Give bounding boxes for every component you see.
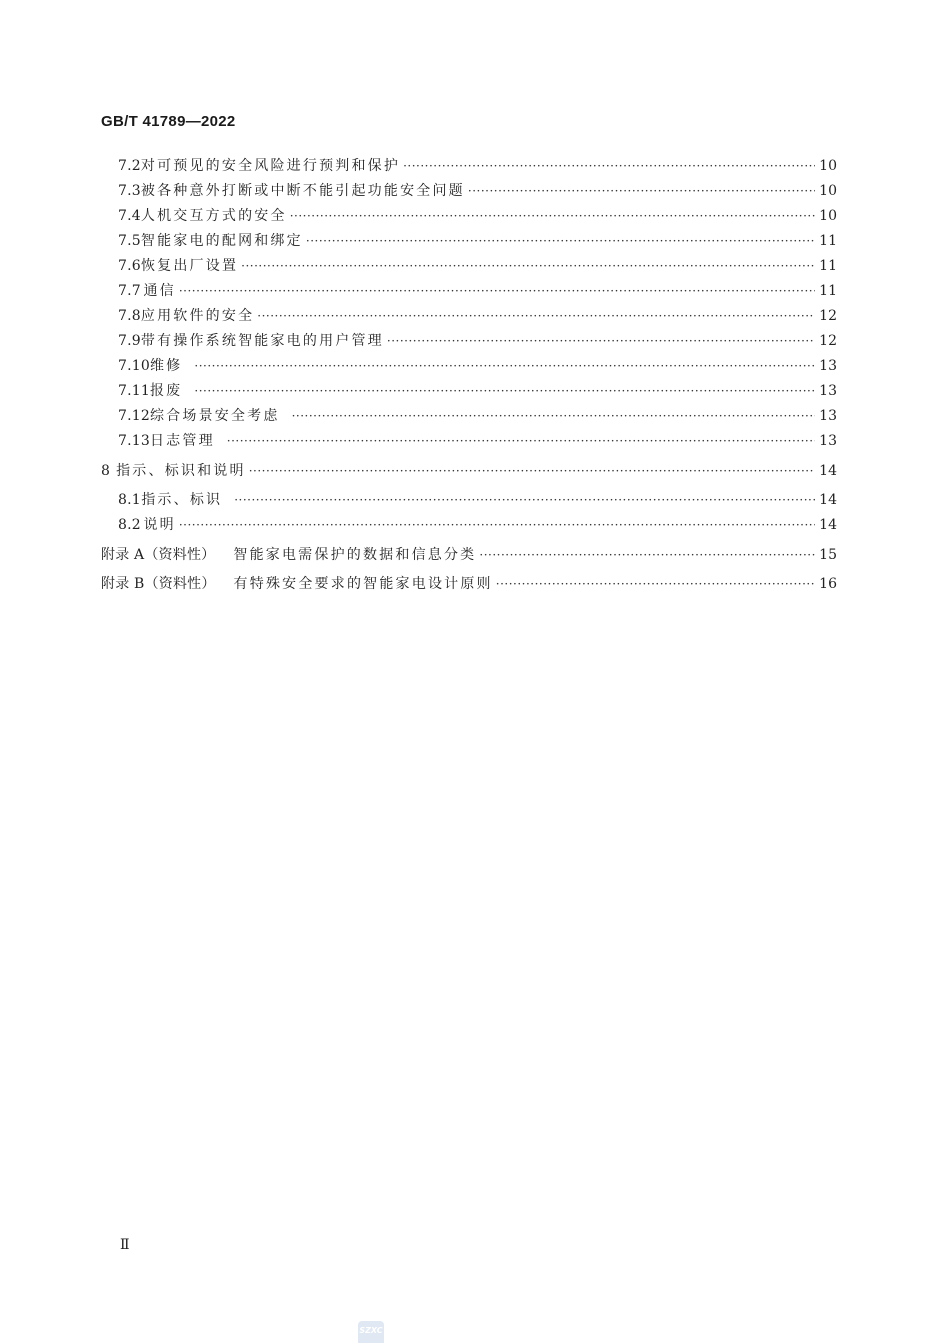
- dot-leader: [234, 489, 815, 511]
- toc-entry-page: 12: [819, 333, 837, 349]
- toc-entry-title: 报废: [149, 383, 183, 399]
- toc-entry-number: 附录 A（资料性）: [101, 547, 216, 563]
- dot-leader: [179, 514, 815, 536]
- dot-leader: [290, 205, 815, 227]
- dot-leader: [241, 255, 815, 277]
- toc-entry-title: 综合场景安全考虑: [149, 408, 280, 424]
- toc-entry-page: 13: [819, 433, 837, 449]
- toc-entry-number: 7.8: [118, 308, 141, 324]
- dot-leader: [479, 544, 815, 566]
- page-number: Ⅱ: [120, 1237, 130, 1253]
- toc-entry-number: 7.2: [118, 158, 141, 174]
- dot-leader: [403, 155, 815, 177]
- toc-entry-title: 恢复出厂设置: [140, 258, 239, 274]
- toc-entry-7-13[interactable]: [118, 430, 837, 452]
- dot-leader: [496, 573, 815, 595]
- toc-entry-page: 11: [819, 258, 837, 274]
- toc-entry-7-8[interactable]: [118, 305, 837, 327]
- toc-entry-page: 16: [819, 576, 837, 592]
- toc-entry-page: 13: [819, 408, 837, 424]
- toc-entry-7-7[interactable]: [118, 280, 837, 302]
- toc-entry-appendix-a[interactable]: [101, 544, 837, 566]
- dot-leader: [194, 380, 815, 402]
- toc-entry-8-2[interactable]: [118, 514, 837, 536]
- toc-entry-8[interactable]: [101, 460, 837, 482]
- toc-entry-title: 智能家电需保护的数据和信息分类: [233, 547, 477, 563]
- toc-entry-number: 8.1: [118, 492, 141, 508]
- toc-entry-appendix-b[interactable]: [101, 573, 837, 595]
- toc-entry-title: 人机交互方式的安全: [140, 208, 287, 224]
- toc-entry-page: 14: [819, 517, 837, 533]
- toc-entry-title: 智能家电的配网和绑定: [140, 233, 303, 249]
- toc-entry-8-1[interactable]: [118, 489, 837, 511]
- dot-leader: [227, 430, 815, 452]
- toc-entry-title: 指示、标识和说明: [116, 463, 246, 479]
- toc-entry-title: 说明: [143, 517, 176, 533]
- toc-entry-number: 7.10: [118, 358, 150, 374]
- toc-entry-title: 带有操作系统智能家电的用户管理: [140, 333, 384, 349]
- toc-entry-page: 13: [819, 358, 837, 374]
- toc-entry-number: 附录 B（资料性）: [101, 576, 216, 592]
- toc-entry-number: 7.7: [118, 283, 141, 299]
- toc-entry-page: 12: [819, 308, 837, 324]
- toc-entry-7-5[interactable]: [118, 230, 837, 252]
- toc-entry-number: 7.6: [118, 258, 141, 274]
- toc-entry-title: 指示、标识: [141, 492, 223, 508]
- watermark-logo: SZXC: [358, 1321, 384, 1343]
- toc-entry-page: 10: [819, 158, 837, 174]
- toc-entry-page: 15: [819, 547, 837, 563]
- toc-entry-number: 8: [101, 463, 111, 479]
- toc-entry-7-6[interactable]: [118, 255, 837, 277]
- dot-leader: [468, 180, 815, 202]
- toc-entry-title: 通信: [143, 283, 176, 299]
- toc-entry-7-2[interactable]: [118, 155, 837, 177]
- dot-leader: [306, 230, 815, 252]
- toc-entry-page: 14: [819, 492, 837, 508]
- toc-entry-page: 14: [819, 463, 837, 479]
- dot-leader: [257, 305, 815, 327]
- toc-entry-7-12[interactable]: [118, 405, 837, 427]
- standard-code: GB/T 41789—2022: [101, 113, 236, 130]
- dot-leader: [249, 460, 815, 482]
- toc-entry-title: 对可预见的安全风险进行预判和保护: [140, 158, 401, 174]
- dot-leader: [292, 405, 816, 427]
- toc-entry-7-3[interactable]: [118, 180, 837, 202]
- toc-entry-title: 日志管理: [149, 433, 215, 449]
- toc-entry-7-4[interactable]: [118, 205, 837, 227]
- toc-entry-number: 7.9: [118, 333, 141, 349]
- toc-entry-7-10[interactable]: [118, 355, 837, 377]
- toc-entry-title: 应用软件的安全: [140, 308, 255, 324]
- toc-entry-title: 维修: [149, 358, 183, 374]
- toc-entry-page: 13: [819, 383, 837, 399]
- toc-entry-title: 被各种意外打断或中断不能引起功能安全问题: [140, 183, 465, 199]
- toc-entry-7-11[interactable]: [118, 380, 837, 402]
- toc-entry-number: 7.5: [118, 233, 141, 249]
- toc-entry-page: 10: [819, 208, 837, 224]
- toc-entry-number: 7.13: [118, 433, 150, 449]
- dot-leader: [179, 280, 815, 302]
- toc-entry-number: 7.3: [118, 183, 141, 199]
- toc-entry-page: 10: [819, 183, 837, 199]
- toc-entry-number: 8.2: [118, 517, 141, 533]
- toc-entry-page: 11: [819, 283, 837, 299]
- toc-entry-number: 7.12: [118, 408, 150, 424]
- dot-leader: [387, 330, 815, 352]
- toc-entry-page: 11: [819, 233, 837, 249]
- dot-leader: [194, 355, 815, 377]
- toc-entry-number: 7.11: [118, 383, 150, 399]
- toc-entry-7-9[interactable]: [118, 330, 837, 352]
- toc-entry-number: 7.4: [118, 208, 141, 224]
- toc-entry-title: 有特殊安全要求的智能家电设计原则: [233, 576, 493, 592]
